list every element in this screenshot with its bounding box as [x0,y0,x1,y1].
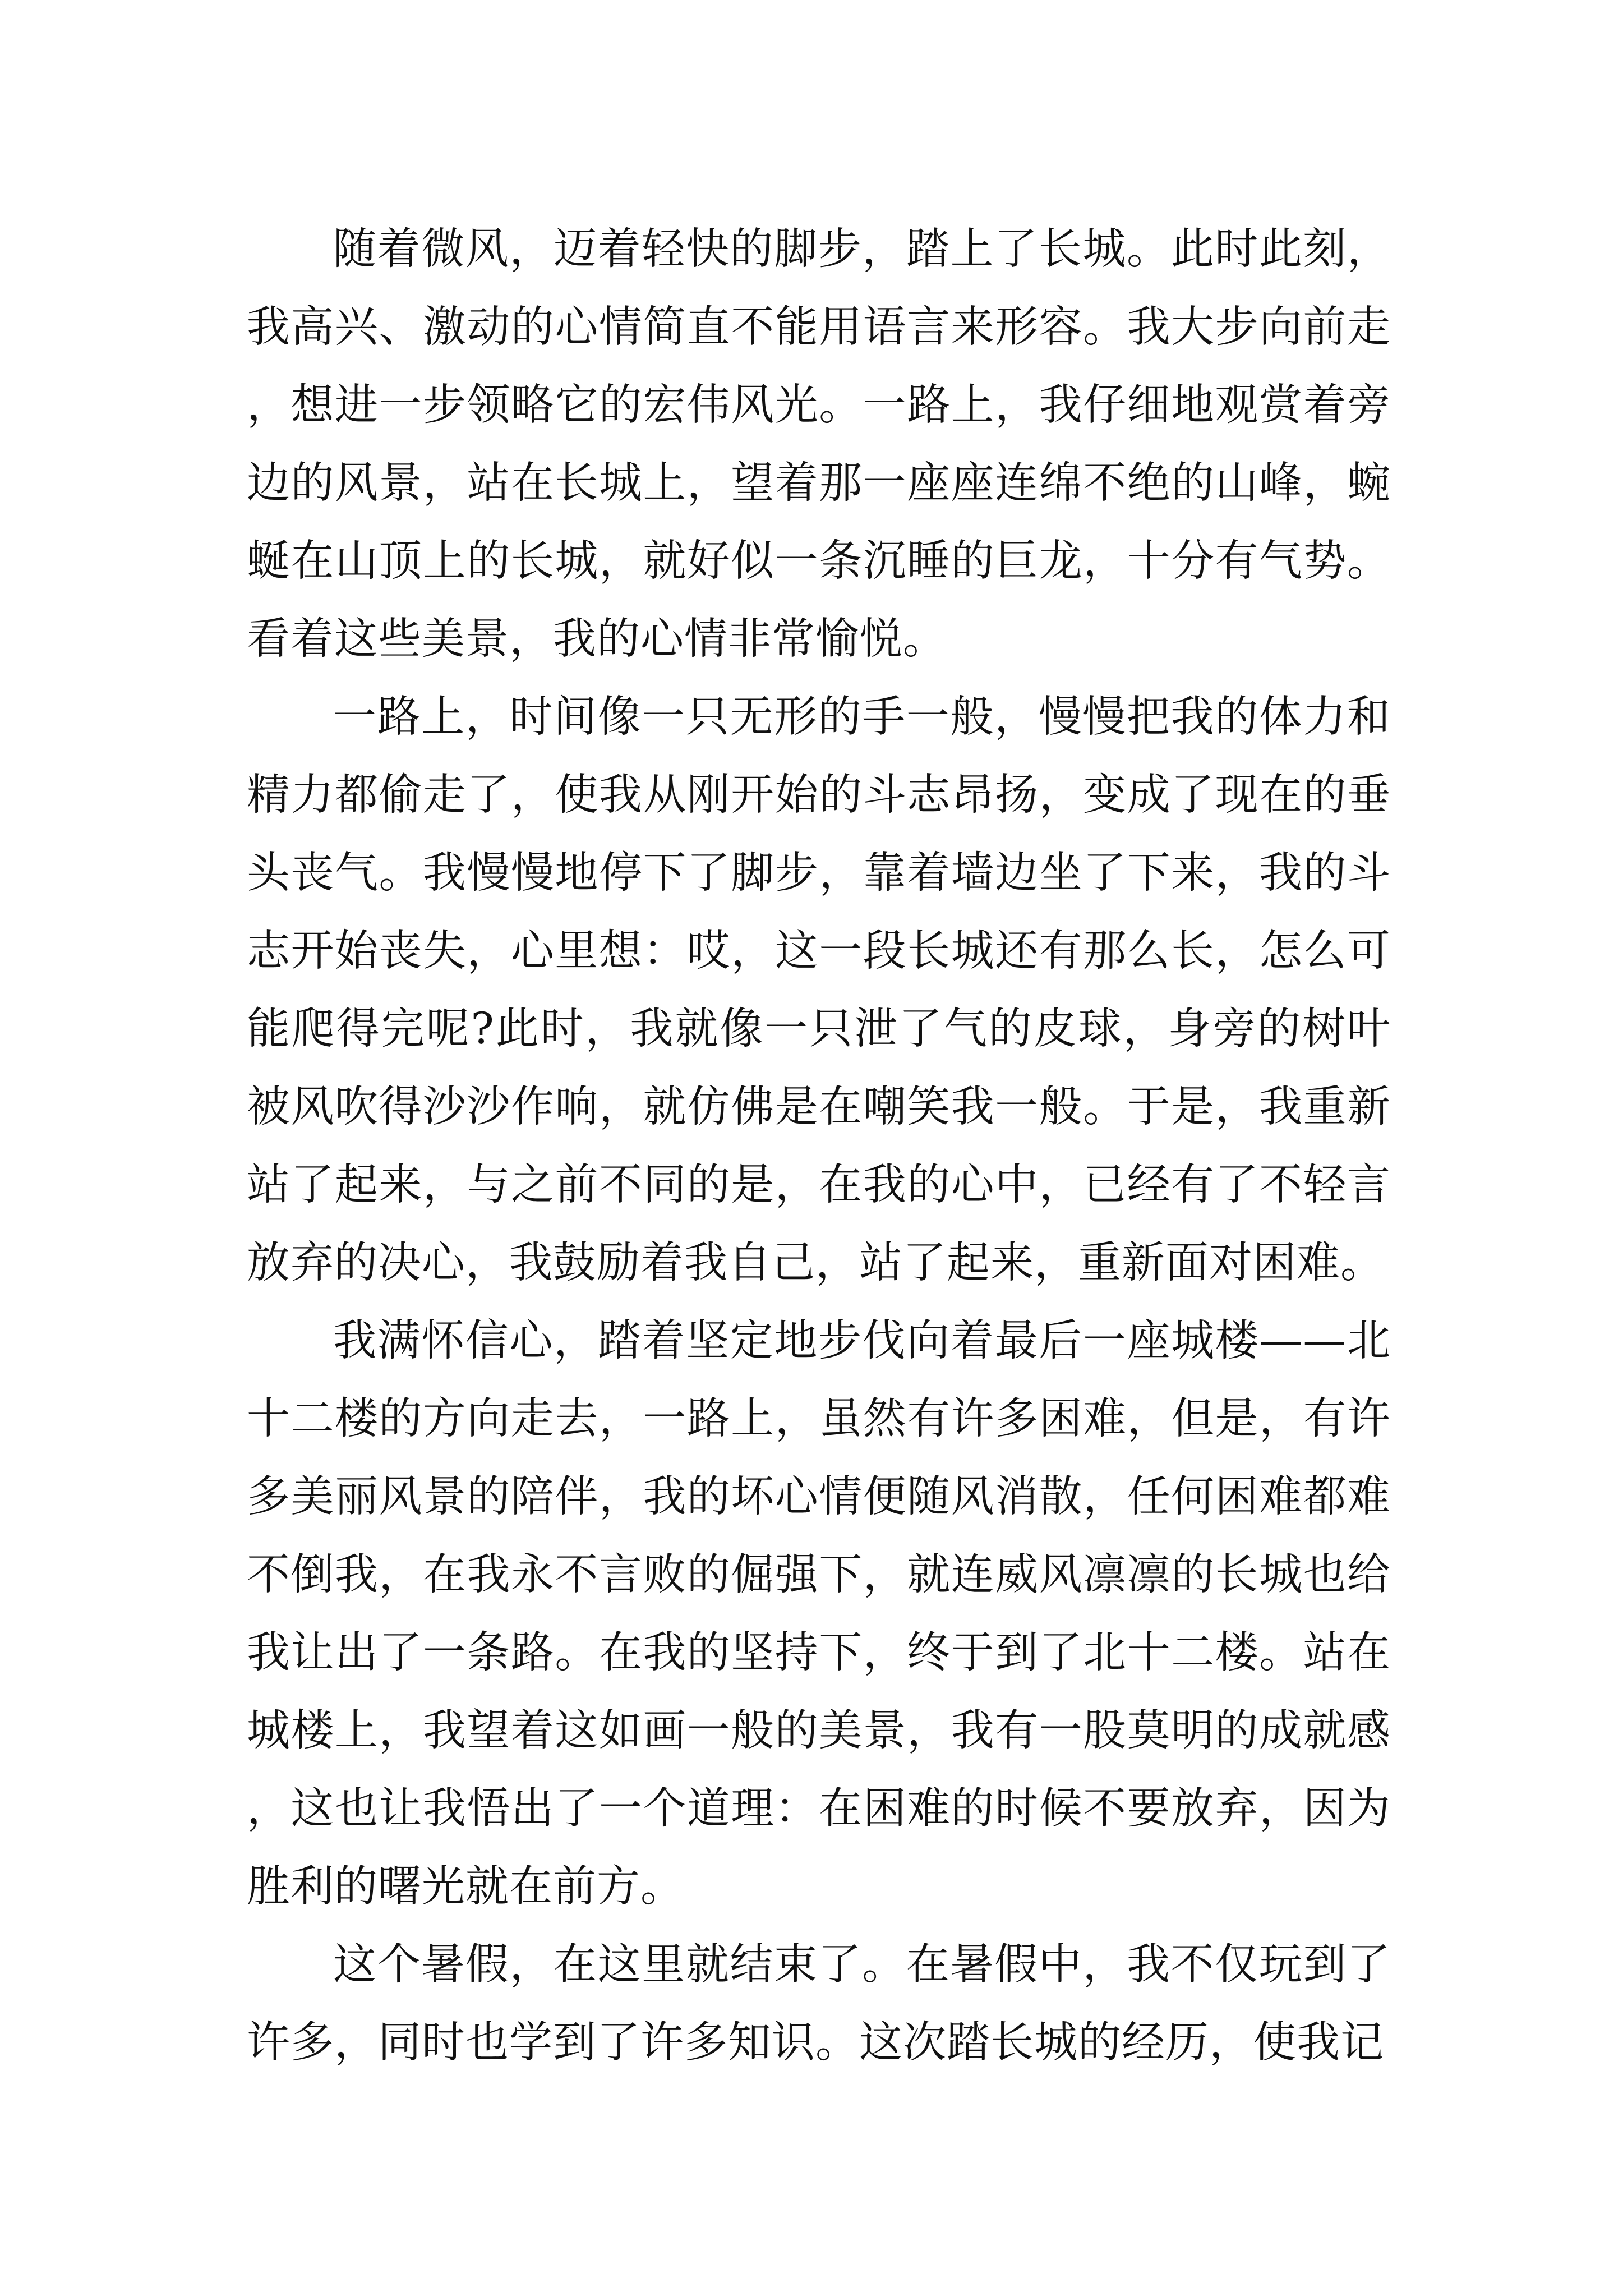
paragraph: 这个暑假，在这里就结束了。在暑假中，我不仅玩到了许多，同时也学到了许多知识。这次踏长城的经历，使我记 [247,1940,1391,2068]
paragraph: 随着微风，迈着轻快的脚步，踏上了长城。此时此刻，我高兴、激动的心情简直不能用语言来形容。我大步向前走，想进一步领略它的宏伟风光。一路上，我仔细地观赏着旁边的风景，站在长城上，望着那一座座连绵不绝的山峰，蜿蜒在山顶上的长城，就好似一条沉睡的巨龙，十分有气势。看着这些美景，我的心情非常愉悦。 [247,224,1391,664]
paragraph: 我满怀信心，踏着坚定地步伐向着最后一座城楼——北十二楼的方向走去，一路上，虽然有许多困难，但是，有许多美丽风景的陪伴，我的坏心情便随风消散，任何困难都难不倒我，在我永不言败的倔强下，就连威风凛凛的长城也给我让出了一条路。在我的坚持下，终于到了北十二楼。站在城楼上，我望着这如画一般的美景，我有一股莫明的成就感，这也让我悟出了一个道理：在困难的时候不要放弃，因为胜利的曙光就在前方。 [247,1316,1391,1912]
document-body [247,210,1391,2082]
paragraph: 一路上，时间像一只无形的手一般，慢慢把我的体力和精力都偷走了，使我从刚开始的斗志昂扬，变成了现在的垂头丧气。我慢慢地停下了脚步，靠着墙边坐了下来，我的斗志开始丧失，心里想：哎，这一段长城还有那么长，怎么可能爬得完呢?此时，我就像一只泄了气的皮球，身旁的树叶被风吹得沙沙作响，就仿佛是在嘲笑我一般。于是，我重新站了起来，与之前不同的是，在我的心中，已经有了不轻言放弃的决心，我鼓励着我自己，站了起来，重新面对困难。 [247,692,1391,1288]
